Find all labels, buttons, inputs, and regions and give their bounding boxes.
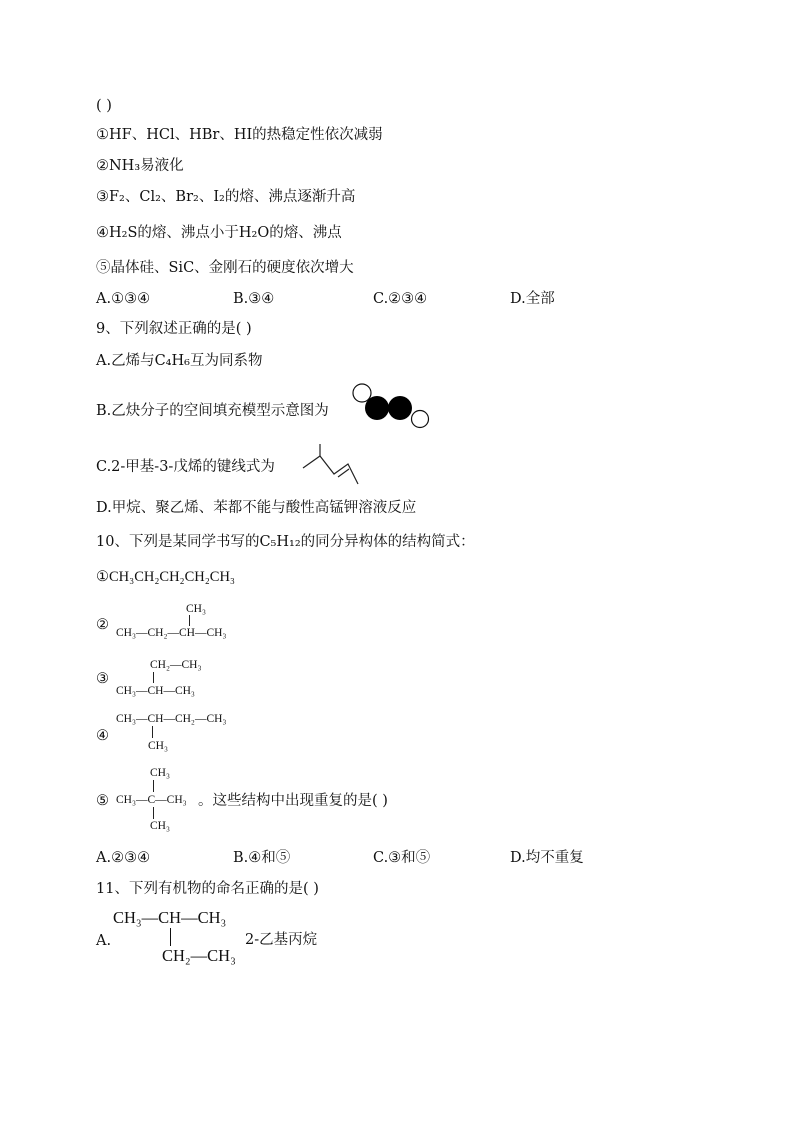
q11-formula-bond — [170, 928, 171, 946]
q11-option-a-label: A. — [96, 933, 112, 949]
q8-item-5: ⑤晶体硅、SiC、金刚石的硬度依次增大 — [96, 260, 354, 276]
acetylene-space-filling-model — [350, 382, 432, 432]
s3-bond — [153, 672, 154, 683]
q8-item-4: ④H₂S的熔、沸点小于H₂O的熔、沸点 — [96, 225, 342, 241]
q10-mark-2: ② — [96, 617, 109, 633]
q10-option-c: C.③和⑤ — [373, 850, 431, 866]
q10-mark-5: ⑤ — [96, 793, 109, 809]
s5-bond-down — [153, 807, 154, 819]
q8-option-c: C.②③④ — [373, 291, 428, 307]
s2-bond — [189, 615, 190, 626]
s5-bottom-group: CH₃ — [150, 820, 170, 832]
s2-top-group: CH₃ — [186, 603, 206, 615]
s5-main-chain: CH₃—C—CH₃ — [116, 794, 187, 806]
q9-option-b: B.乙炔分子的空间填充模型示意图为 — [96, 403, 329, 419]
q10-option-a: A.②③④ — [96, 850, 151, 866]
s5-bond-up — [153, 780, 154, 792]
q10-option-b: B.④和⑤ — [233, 850, 291, 866]
q9-option-a: A.乙烯与C₄H₆互为同系物 — [96, 353, 263, 369]
s4-bottom-group: CH₃ — [148, 740, 168, 752]
q8-paren: ( ) — [96, 98, 112, 114]
q9-stem: 9、下列叙述正确的是( ) — [96, 321, 252, 337]
q9-option-c: C.2-甲基-3-戊烯的键线式为 — [96, 459, 275, 475]
q11-option-a-name: 2-乙基丙烷 — [245, 932, 318, 948]
q8-item-2: ②NH₃易液化 — [96, 158, 184, 174]
q10-mark-4: ④ — [96, 728, 109, 744]
q8-option-d: D.全部 — [510, 291, 555, 307]
q9-option-d: D.甲烷、聚乙烯、苯都不能与酸性高锰钾溶液反应 — [96, 500, 417, 516]
s4-main-chain: CH₃—CH—CH₂—CH₃ — [116, 713, 227, 725]
q11-stem: 11、下列有机物的命名正确的是( ) — [96, 881, 319, 897]
q10-structure-1: ①CH₃CH₂CH₂CH₂CH₃ — [96, 569, 235, 585]
q8-item-3: ③F₂、Cl₂、Br₂、I₂的熔、沸点逐渐升高 — [96, 189, 356, 205]
s2-main-chain: CH₃—CH₂—CH—CH₃ — [116, 627, 227, 639]
q8-item-1: ①HF、HCl、HBr、HI的热稳定性依次减弱 — [96, 127, 383, 143]
q10-mark-3: ③ — [96, 671, 109, 687]
q11-formula-top: CH₃—CH—CH₃ — [113, 908, 227, 927]
q10-option-d: D.均不重复 — [510, 850, 584, 866]
q8-option-a: A.①③④ — [96, 291, 151, 307]
s3-main-chain: CH₃—CH—CH₃ — [116, 685, 195, 697]
q10-question-tail: 。这些结构中出现重复的是( ) — [198, 793, 388, 809]
s5-top-group: CH₃ — [150, 767, 170, 779]
q8-option-b: B.③④ — [233, 291, 275, 307]
skeletal-formula — [300, 444, 362, 488]
s4-bond — [152, 726, 153, 738]
q11-formula-bottom: CH₂—CH₃ — [162, 946, 236, 965]
q10-stem: 10、下列是某同学书写的C₅H₁₂的同分异构体的结构简式： — [96, 534, 475, 550]
s3-top-group: CH₂—CH₃ — [150, 659, 202, 671]
